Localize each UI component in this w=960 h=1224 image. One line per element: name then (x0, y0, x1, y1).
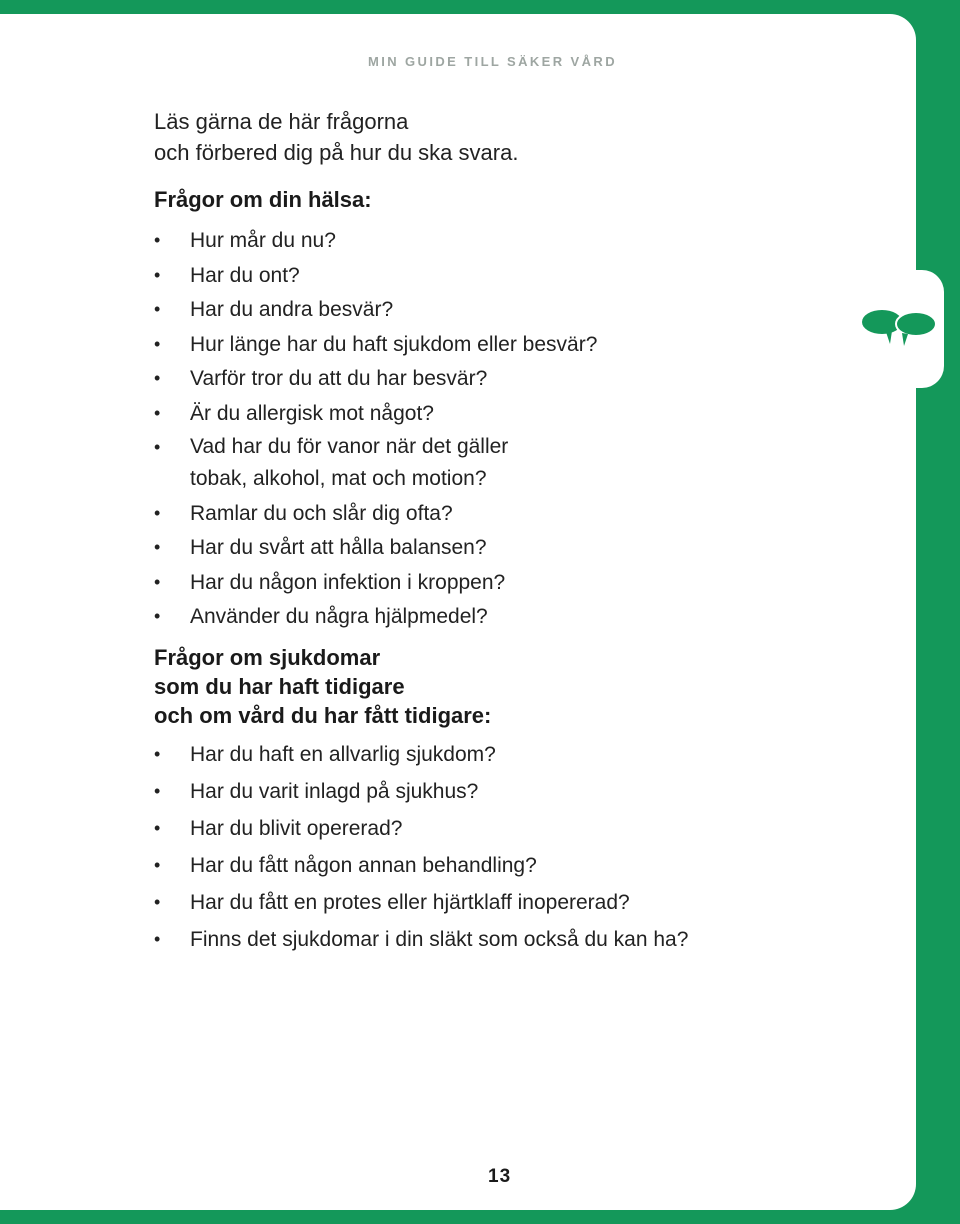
history-title-line-2: som du har haft tidigare (154, 674, 405, 699)
main-content (154, 106, 844, 959)
bullet-icon: • (154, 299, 161, 319)
bullet-icon: • (154, 537, 161, 557)
bullet-icon: • (154, 855, 161, 875)
bullet-icon: • (154, 402, 161, 423)
bullet-icon: • (154, 606, 161, 626)
history-question-list (154, 737, 844, 958)
list-item: • Har du någon infektion i kroppen? (154, 566, 844, 599)
list-item: • Har du andra besvär? (154, 293, 844, 326)
bullet-icon: • (154, 781, 161, 801)
list-item: • Har du varit inlagd på sjukhus? (154, 774, 844, 810)
list-item: • Hur länge har du haft sjukdom eller besvär? (154, 328, 844, 361)
intro-line-1: Läs gärna de här frågorna (154, 109, 409, 134)
bullet-icon: • (154, 929, 161, 949)
list-item: • Använder du några hjälpmedel? (154, 600, 844, 633)
speech-bubbles-icon (862, 308, 938, 348)
health-section-title: Frågor om din hälsa: (154, 187, 372, 212)
list-item: • Varför tror du att du har besvär? (154, 362, 844, 395)
list-item: • Har du svårt att hålla balansen? (154, 531, 844, 564)
history-title-line-3: och om vård du har fått tidigare: (154, 703, 492, 728)
bullet-icon: • (154, 264, 161, 285)
intro-line-2: och förbered dig på hur du ska svara. (154, 140, 519, 165)
list-item: • Hur mår du nu? (154, 224, 844, 257)
list-item: • Finns det sjukdomar i din släkt som också du kan ha? (154, 922, 844, 958)
bullet-icon: • (154, 892, 161, 912)
bullet-icon: • (154, 502, 161, 523)
list-item: • Är du allergisk mot något? (154, 397, 844, 430)
list-item: • Vad har du för vanor när det gäller tobak, alkohol, mat och motion? (154, 431, 844, 495)
bullet-icon: • (154, 230, 161, 250)
list-item: • Ramlar du och slår dig ofta? (154, 497, 844, 530)
list-item: • Har du fått en protes eller hjärtklaff inopererad? (154, 885, 844, 921)
intro-text (154, 106, 844, 168)
side-tab (850, 270, 944, 388)
bullet-icon: • (154, 818, 161, 838)
list-item: • Har du haft en allvarlig sjukdom? (154, 737, 844, 773)
history-section-title (154, 643, 844, 730)
bullet-icon: • (154, 368, 161, 388)
history-title-line-1: Frågor om sjukdomar (154, 645, 381, 670)
bullet-icon: • (154, 333, 161, 354)
list-item: • Har du blivit opererad? (154, 811, 844, 847)
health-question-list (154, 224, 844, 633)
bullet-icon: • (154, 744, 161, 764)
list-item: • Har du ont? (154, 259, 844, 292)
list-item: • Har du fått någon annan behandling? (154, 848, 844, 884)
header-title: MIN GUIDE TILL SÄKER VÅRD (368, 54, 617, 69)
bullet-icon: • (154, 437, 161, 457)
page-number: 13 (488, 1166, 512, 1187)
bullet-icon: • (154, 571, 161, 592)
